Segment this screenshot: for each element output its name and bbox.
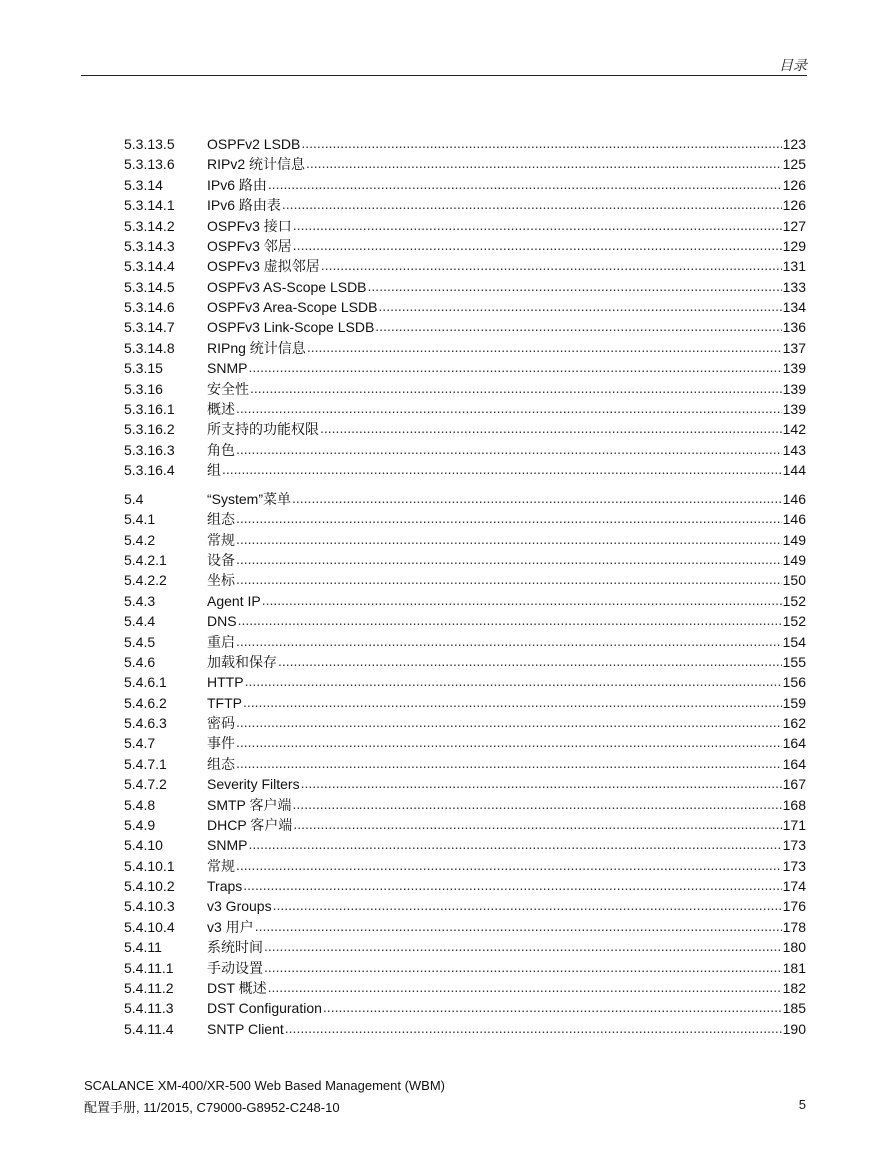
toc-entry-number: 5.3.16.2 [124,421,175,438]
toc-entry[interactable] [124,317,806,337]
toc-entry-page: 144 [782,462,806,478]
toc-entry-page: 149 [782,531,806,548]
toc-entry[interactable] [124,297,806,317]
toc-entry-title: SNTP Client [207,1020,284,1037]
toc-entry-number: 5.4.6.3 [124,715,167,731]
toc-entry-page: 133 [782,278,806,295]
toc-entry-title: 常规 [207,857,235,874]
toc-entry-number: 5.4.7 [124,735,156,752]
toc-entry-page: 137 [782,339,806,356]
toc-entry-title: 事件 [207,735,235,752]
toc-entry-number: 5.3.14.7 [124,319,175,336]
toc-dot-leader [292,488,782,508]
toc-entry-title: HTTP [207,674,244,691]
toc-entry-number: 5.3.13.6 [124,156,175,173]
toc-dot-leader [282,194,782,214]
toc-dot-leader [375,316,781,336]
toc-entry[interactable] [124,195,806,215]
toc-dot-leader [245,671,782,691]
toc-entry[interactable] [124,713,806,733]
toc-dot-leader [236,439,782,459]
toc-entry[interactable] [124,1019,806,1039]
toc-entry[interactable] [124,256,806,276]
toc-entry[interactable] [124,652,806,672]
toc-entry[interactable] [124,277,806,297]
toc-entry-page: 123 [782,136,806,152]
toc-entry-page: 150 [782,572,806,589]
toc-entry[interactable] [124,489,806,509]
toc-entry-title: 设备 [207,552,235,568]
toc-entry-title: Severity Filters [207,776,300,793]
toc-entry-number: 5.3.13.5 [124,136,175,152]
toc-entry[interactable] [124,672,806,692]
toc-dot-leader [262,590,782,610]
toc-entry-number: 5.4.10.4 [124,918,175,935]
toc-dot-leader [236,508,782,528]
toc-dot-leader [301,773,782,793]
toc-entry-number: 5.4.7.2 [124,776,167,793]
toc-entry-page: 139 [782,380,806,397]
toc-entry[interactable] [124,774,806,794]
toc-entry-title: RIPng 统计信息 [207,339,306,356]
toc-entry-number: 5.3.14.5 [124,278,175,295]
toc-entry-number: 5.3.16 [124,380,163,397]
toc-entry-number: 5.3.16.3 [124,441,175,458]
toc-entry[interactable] [124,835,806,855]
toc-entry-number: 5.4.9 [124,816,156,833]
toc-entry-title: 组态 [207,755,235,772]
header-rule [81,75,807,76]
toc-dot-leader [236,569,782,589]
toc-entry-number: 5.4.2 [124,531,156,548]
toc-entry-title: DST Configuration [207,1000,322,1017]
toc-entry[interactable] [124,338,806,358]
toc-entry[interactable] [124,460,806,480]
toc-entry-number: 5.4.6.2 [124,694,167,711]
toc-entry[interactable] [124,978,806,998]
toc-entry-number: 5.4.7.1 [124,755,167,772]
toc-entry[interactable] [124,550,806,570]
toc-entry[interactable] [124,509,806,529]
toc-group [124,489,806,1039]
toc-entry[interactable] [124,236,806,256]
toc-dot-leader [255,916,782,936]
toc-entry-title: 加载和保存 [207,653,277,670]
toc-entry-page: 149 [782,552,806,568]
toc-entry-number: 5.4.5 [124,633,156,650]
toc-entry-title: DST 概述 [207,979,267,996]
toc-entry-number: 5.3.14.1 [124,197,175,214]
toc-entry-number: 5.4.10.2 [124,878,175,894]
toc-entry-number: 5.4.11.3 [124,1000,174,1017]
toc-entry-number: 5.4 [124,490,144,507]
toc-entry-number: 5.3.14.8 [124,339,175,356]
toc-dot-leader [236,398,782,418]
toc-dot-leader [293,215,782,235]
toc-entry-page: 159 [782,694,806,711]
toc-entry-number: 5.3.16.1 [124,400,175,417]
toc-entry-title: OSPFv3 接口 [207,217,292,234]
toc-entry-title: 角色 [207,441,235,458]
toc-entry-number: 5.4.11 [124,939,162,956]
toc-entry-page: 168 [782,796,806,813]
toc-dot-leader [320,418,782,438]
toc-entry-title: 安全性 [207,380,249,397]
toc-entry-page: 131 [782,258,806,275]
toc-entry-page: 178 [782,918,806,935]
toc-entry-title: TFTP [207,694,242,711]
toc-entry-number: 5.4.10.1 [124,857,175,874]
toc-group [124,134,806,480]
toc-entry-title: 系统时间 [207,939,263,956]
footer-page-number: 5 [798,1097,806,1112]
toc-entry-title: 组 [207,462,221,478]
toc-entry-page: 156 [782,674,806,691]
toc-entry-page: 152 [782,592,806,609]
toc-entry[interactable] [124,399,806,419]
toc-entry-number: 5.4.8 [124,796,156,813]
toc-entry-page: 142 [782,421,806,438]
toc-entry-number: 5.4.6 [124,653,156,670]
toc-entry-number: 5.4.2.1 [124,552,167,568]
toc-entry-title: SNMP [207,837,248,854]
toc-entry-title: OSPFv3 邻居 [207,237,292,254]
toc-entry-page: 136 [782,319,806,336]
toc-entry[interactable] [124,530,806,550]
toc-entry-title: v3 用户 [207,918,254,935]
toc-entry-page: 126 [782,197,806,214]
running-header-title: 目录 [779,57,807,73]
toc-entry-page: 190 [782,1020,806,1037]
toc-entry-page: 181 [782,959,806,976]
toc-dot-leader [321,255,782,275]
toc-entry-title: DNS [207,613,237,630]
toc-entry-number: 5.3.15 [124,360,163,377]
toc-dot-leader [238,610,782,630]
toc-entry-page: 154 [782,633,806,650]
toc-dot-leader [236,732,782,752]
toc-entry-page: 129 [782,237,806,254]
toc-dot-leader [236,529,782,549]
toc-entry[interactable] [124,570,806,590]
toc-dot-leader [236,712,782,732]
toc-entry-title: 常规 [207,531,235,548]
toc-dot-leader [243,875,781,895]
toc-dot-leader [236,631,782,651]
toc-entry[interactable] [124,958,806,978]
toc-entry-title: SNMP [207,360,248,377]
toc-entry-page: 164 [782,735,806,752]
toc-entry-page: 139 [782,400,806,417]
toc-entry-title: 所支持的功能权限 [207,421,319,438]
toc-entry[interactable] [124,733,806,753]
toc-entry-number: 5.3.14.2 [124,217,175,234]
toc-entry-number: 5.3.14.6 [124,299,175,315]
toc-entry-page: 155 [782,653,806,670]
toc-dot-leader [264,957,782,977]
toc-dot-leader [293,794,782,814]
toc-entry-number: 5.4.11.4 [124,1020,174,1037]
table-of-contents [124,134,806,1039]
toc-entry-title: v3 Groups [207,898,272,915]
toc-entry-page: 162 [782,715,806,731]
toc-entry-page: 134 [782,299,806,315]
toc-entry[interactable] [124,693,806,713]
toc-entry[interactable] [124,998,806,1018]
toc-entry-title: “System”菜单 [207,490,291,507]
toc-entry-title: OSPFv3 Link-Scope LSDB [207,319,375,336]
toc-dot-leader [236,855,782,875]
toc-entry[interactable] [124,754,806,774]
toc-dot-leader [293,814,781,834]
toc-dot-leader [293,235,782,255]
toc-entry-title: 概述 [207,400,235,417]
toc-entry-number: 5.4.6.1 [124,674,167,691]
toc-entry-page: 182 [782,979,806,996]
toc-entry-number: 5.3.14.3 [124,237,175,254]
toc-dot-leader [278,651,782,671]
toc-entry-title: SMTP 客户端 [207,796,292,813]
toc-dot-leader [236,549,782,569]
toc-entry-number: 5.4.10.3 [124,898,175,915]
toc-entry-title: 坐标 [207,572,235,589]
toc-entry[interactable] [124,611,806,631]
toc-entry[interactable] [124,591,806,611]
toc-dot-leader [268,174,782,194]
toc-dot-leader [285,1018,782,1038]
toc-entry[interactable] [124,937,806,957]
toc-entry[interactable] [124,917,806,937]
toc-dot-leader [307,337,782,357]
toc-entry-page: 171 [782,816,806,833]
toc-entry[interactable] [124,175,806,195]
toc-entry-number: 5.3.16.4 [124,462,175,478]
toc-dot-leader [301,133,781,153]
toc-entry-page: 174 [782,878,806,894]
toc-entry-number: 5.4.1 [124,511,156,528]
toc-entry-title: IPv6 路由表 [207,197,281,214]
toc-dot-leader [273,895,782,915]
toc-entry-page: 180 [782,939,806,956]
toc-entry-page: 139 [782,360,806,377]
toc-entry-number: 5.4.2.2 [124,572,167,589]
toc-entry[interactable] [124,440,806,460]
toc-entry-title: OSPFv3 Area-Scope LSDB [207,299,378,315]
toc-entry[interactable] [124,134,806,154]
toc-entry[interactable] [124,216,806,236]
toc-entry-number: 5.3.14.4 [124,258,175,275]
toc-entry-page: 185 [782,1000,806,1017]
toc-dot-leader [248,357,781,377]
toc-entry-page: 143 [782,441,806,458]
toc-entry-title: 密码 [207,715,235,731]
toc-entry[interactable] [124,154,806,174]
toc-entry-number: 5.4.11.2 [124,979,174,996]
toc-entry[interactable] [124,896,806,916]
toc-entry-page: 152 [782,613,806,630]
toc-entry-page: 173 [782,857,806,874]
toc-entry[interactable] [124,379,806,399]
toc-entry-number: 5.4.10 [124,837,163,854]
toc-dot-leader [222,459,782,479]
toc-entry[interactable] [124,795,806,815]
toc-entry[interactable] [124,632,806,652]
toc-entry-title: RIPv2 统计信息 [207,156,306,173]
toc-dot-leader [268,977,782,997]
toc-dot-leader [264,936,782,956]
toc-entry-title: OSPFv3 AS-Scope LSDB [207,278,367,295]
toc-entry[interactable] [124,358,806,378]
toc-entry-number: 5.4.3 [124,592,156,609]
toc-entry-number: 5.4.4 [124,613,156,630]
toc-dot-leader [378,296,781,316]
toc-entry-title: OSPFv3 虚拟邻居 [207,258,320,275]
toc-entry-number: 5.3.14 [124,176,163,193]
toc-dot-leader [306,153,782,173]
toc-entry-title: OSPFv2 LSDB [207,136,301,152]
toc-entry-title: 重启 [207,633,235,650]
toc-entry-page: 164 [782,755,806,772]
toc-entry[interactable] [124,419,806,439]
toc-entry-page: 146 [782,490,806,507]
toc-entry-title: Traps [207,878,243,894]
toc-entry-title: IPv6 路由 [207,176,267,193]
toc-dot-leader [368,276,782,296]
toc-dot-leader [323,997,782,1017]
toc-entry-page: 127 [782,217,806,234]
toc-entry[interactable] [124,876,806,896]
toc-entry-page: 173 [782,837,806,854]
footer-manual-info: 配置手册, 11/2015, C79000-G8952-C248-10 [84,1100,340,1115]
toc-entry-title: 手动设置 [207,959,263,976]
toc-dot-leader [236,753,782,773]
toc-dot-leader [248,834,781,854]
toc-dot-leader [250,378,782,398]
toc-dot-leader [243,692,782,712]
footer-product-title: SCALANCE XM-400/XR-500 Web Based Management (WBM) [84,1078,446,1093]
toc-entry-title: 组态 [207,511,235,528]
toc-entry-title: Agent IP [207,592,261,609]
toc-entry[interactable] [124,856,806,876]
toc-entry-page: 167 [782,776,806,793]
toc-entry[interactable] [124,815,806,835]
toc-entry-page: 126 [782,176,806,193]
toc-entry-page: 176 [782,898,806,915]
toc-entry-page: 125 [782,156,806,173]
toc-entry-page: 146 [782,511,806,528]
toc-entry-title: DHCP 客户端 [207,816,293,833]
toc-entry-number: 5.4.11.1 [124,959,174,976]
